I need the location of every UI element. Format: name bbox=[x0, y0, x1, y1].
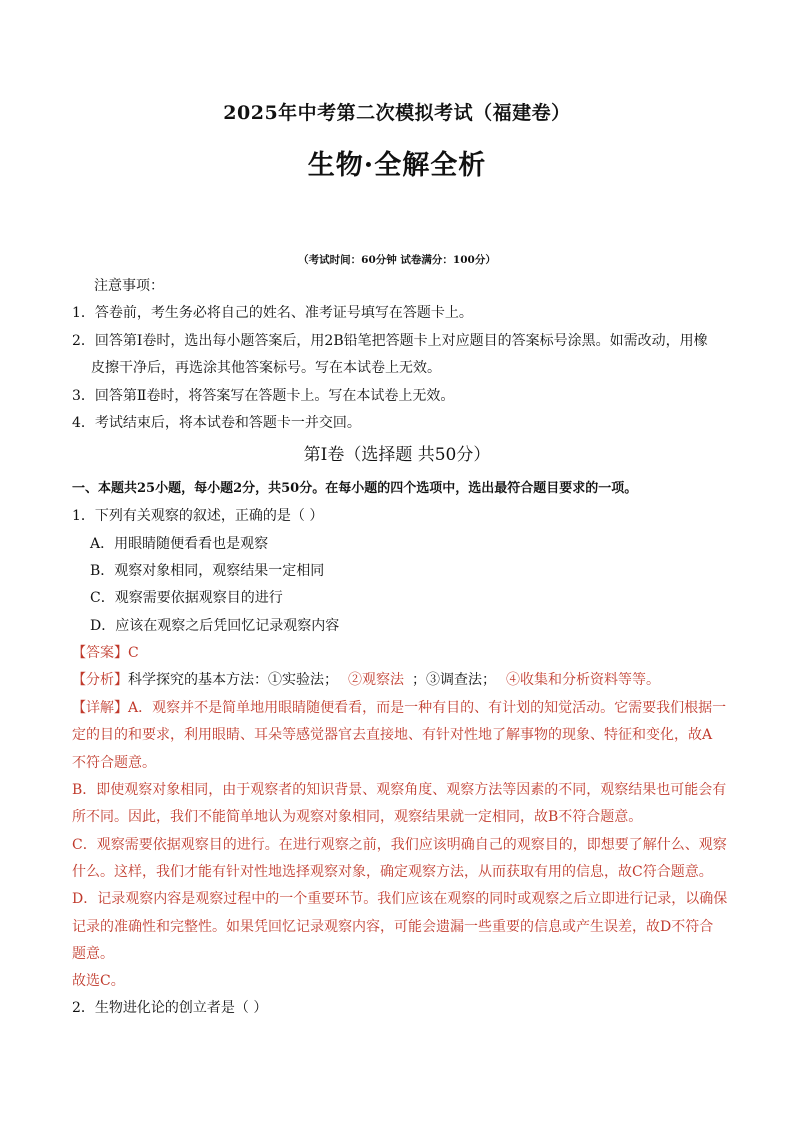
question-1-option-c: C．观察需要依据观察目的进行 bbox=[90, 590, 283, 606]
detail-line-2: 定的目的和要求，利用眼睛、耳朵等感觉器官去直接地、有针对性地了解事物的现象、特征和变化，故A bbox=[72, 727, 713, 743]
note-item-3: 3．回答第Ⅱ卷时，将答案写在答题卡上。写在本试卷上无效。 bbox=[72, 388, 455, 404]
note-item-1: 1．答卷前，考生务必将自己的姓名、准考证号填写在答题卡上。 bbox=[72, 305, 473, 321]
detail-line-1 bbox=[72, 698, 732, 718]
detail-line-4: B．即使观察对象相同，由于观察者的知识背景、观察角度、观察方法等因素的不同，观察结果也可能会有 bbox=[72, 782, 727, 798]
detail-line-7: 什么。这样，我们才能有针对性地选择观察对象，确定观察方法，从而获取有用的信息，故C符合题意。 bbox=[72, 864, 713, 880]
detail-line-6: C．观察需要依据观察目的进行。在进行观察之前，我们应该明确自己的观察目的，即想要了解什么、观察 bbox=[72, 837, 727, 853]
page-subtitle: 生物·全解全析 bbox=[307, 150, 487, 181]
analysis-part-2: ②观察法 bbox=[348, 672, 404, 688]
answer-label: 【答案】 bbox=[72, 645, 128, 661]
analysis-part-1: 科学探究的基本方法：①实验法； bbox=[128, 672, 338, 688]
answer-value: C bbox=[128, 645, 139, 661]
detail-line-3: 不符合题意。 bbox=[72, 755, 156, 771]
detail-line-9: 记录的准确性和完整性。如果凭回忆记录观察内容，可能会遗漏一些重要的信息或产生误差，故D不符合 bbox=[72, 919, 714, 935]
note-item-2-cont: 皮擦干净后，再选涂其他答案标号。写在本试卷上无效。 bbox=[91, 360, 441, 376]
question-1-option-d: D．应该在观察之后凭回忆记录观察内容 bbox=[90, 618, 340, 634]
section-instruction: 一、本题共25小题，每小题2分，共50分。在每小题的四个选项中，选出最符合题目要求的一项。 bbox=[72, 481, 638, 496]
question-1-option-b: B．观察对象相同，观察结果一定相同 bbox=[90, 563, 325, 579]
note-item-2: 2．回答第Ⅰ卷时，选出每小题答案后，用2B铅笔把答题卡上对应题目的答案标号涂黑。如需改动，用橡 bbox=[72, 333, 708, 349]
section-heading: 第Ⅰ卷（选择题 共50分） bbox=[303, 445, 491, 465]
analysis-part-3: ；③调查法； bbox=[412, 672, 496, 688]
conclusion-line: 故选C。 bbox=[72, 973, 125, 989]
note-item-4: 4．考试结束后，将本试卷和答题卡一并交回。 bbox=[72, 415, 361, 431]
detail-line-8: D．记录观察内容是观察过程中的一个重要环节。我们应该在观察的同时或观察之后立即进行记录，以确保 bbox=[72, 891, 728, 907]
question-1-stem: 1．下列有关观察的叙述，正确的是（ ） bbox=[72, 508, 324, 524]
analysis-line bbox=[72, 670, 732, 690]
question-1-option-a: A．用眼睛随便看看也是观察 bbox=[90, 536, 269, 552]
detail-line-10: 题意。 bbox=[72, 946, 114, 962]
question-2-stem: 2．生物进化论的创立者是（ ） bbox=[72, 1000, 268, 1016]
detail-line-5: 所不同。因此，我们不能简单地认为观察对象相同，观察结果就一定相同，故B不符合题意。 bbox=[72, 809, 643, 825]
exam-info: （考试时间：60分钟 试卷满分：100分） bbox=[298, 254, 496, 266]
detail-label: 【详解】 bbox=[72, 700, 128, 716]
notes-heading: 注意事项： bbox=[94, 278, 164, 294]
answer-line bbox=[72, 643, 732, 663]
analysis-part-4: ④收集和分析资料等等。 bbox=[506, 672, 660, 688]
analysis-label: 【分析】 bbox=[72, 672, 128, 688]
detail-text-1: A．观察并不是简单地用眼睛随便看看，而是一种有目的、有计划的知觉活动。它需要我们根据一 bbox=[128, 700, 727, 716]
page-title: 2025年中考第二次模拟考试（福建卷） bbox=[223, 102, 571, 124]
